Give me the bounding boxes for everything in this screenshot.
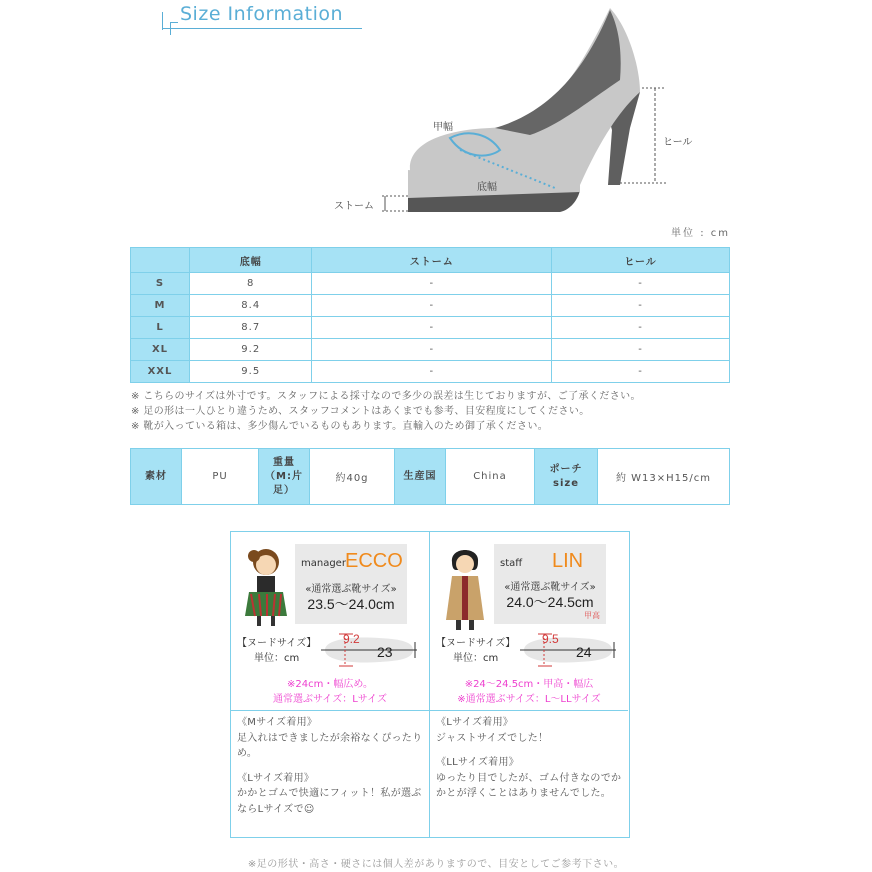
staff-column-ecco (231, 532, 430, 837)
weight-label (259, 449, 310, 505)
weight-label-line: （M:片 (265, 470, 303, 482)
nude-size-title: 【ヌードサイズ】 (436, 638, 516, 649)
unit-label: 単位 : cm (671, 228, 730, 239)
comment-body: ジャストサイズでした！ (436, 732, 549, 744)
foot-length-value: 23 (377, 644, 393, 660)
footer-note: ※足の形状・高さ・硬さには個人差がありますので、目安としてご参考下さい。 (247, 859, 625, 870)
instep-width-label: 甲幅 (433, 122, 453, 133)
nude-size-label (436, 636, 515, 666)
size-cell: XL (131, 339, 190, 361)
pouch-label-line: ポーチ (549, 463, 583, 475)
fit-note: ※24〜24.5cm・甲高・幅広 (464, 679, 594, 690)
note-line: ※ 靴が入っている箱は、多少傷んでいるものもあります。直輸入のため御了承ください。 (131, 421, 549, 432)
storm-cell: - (312, 339, 552, 361)
heel-label: ヒール (663, 137, 693, 148)
staff-avatar (440, 540, 490, 632)
storm-cell: - (312, 295, 552, 317)
staff-role: manager (301, 558, 346, 569)
heel-cell: - (552, 295, 730, 317)
foot-icon (319, 628, 419, 672)
staff-card (494, 544, 606, 624)
nude-size-unit: 単位：cm (253, 653, 300, 664)
sole-width-cell: 8.7 (190, 317, 312, 339)
foot-icon (518, 628, 618, 672)
heel-cell: - (552, 273, 730, 295)
section-title: Size Information (180, 3, 344, 25)
heel-cell: - (552, 317, 730, 339)
origin-value: China (446, 449, 535, 505)
staff-name: ECCO (345, 550, 403, 572)
nude-size-label (237, 636, 316, 666)
size-cell: M (131, 295, 190, 317)
header-cell: ヒール (552, 248, 730, 273)
comment-title: 《LLサイズ着用》 (436, 757, 520, 768)
usual-size-value: 23.5〜24.0cm (307, 596, 395, 612)
staff-comments (436, 715, 624, 811)
size-table (130, 247, 730, 383)
material-value: PU (182, 449, 259, 505)
origin-label: 生産国 (395, 449, 446, 505)
manager-avatar (241, 542, 291, 632)
weight-label-line: 足） (273, 484, 295, 496)
sole-width-label: 底幅 (477, 182, 497, 193)
size-table-header (131, 248, 730, 273)
header-cell (131, 248, 190, 273)
spec-table (130, 448, 730, 505)
storm-label: ストーム (334, 201, 374, 212)
pouch-label (535, 449, 598, 505)
table-row (131, 339, 730, 361)
heel-cell: - (552, 361, 730, 383)
table-row (131, 317, 730, 339)
material-label: 素材 (131, 449, 182, 505)
table-row (131, 361, 730, 383)
fit-note: 通常選ぶサイズ：Lサイズ (273, 694, 387, 705)
fit-note: ※通常選ぶサイズ：L〜LLサイズ (457, 694, 601, 705)
staff-name: LIN (552, 550, 584, 572)
comment-title: 《Lサイズ着用》 (436, 717, 514, 728)
staff-role: staff (500, 558, 523, 569)
size-notes (131, 389, 641, 434)
weight-label-line: 重量 (273, 456, 295, 468)
usual-size-label: «通常選ぶ靴サイズ» (504, 582, 596, 593)
header-cell: 底幅 (190, 248, 312, 273)
comment-title: 《Mサイズ着用》 (237, 717, 318, 728)
usual-size-value: 24.0〜24.5cm (506, 594, 594, 610)
storm-cell: - (312, 361, 552, 383)
size-cell: L (131, 317, 190, 339)
foot-width-value: 9.5 (542, 632, 559, 646)
staff-comments (237, 715, 425, 826)
sole-width-cell: 9.5 (190, 361, 312, 383)
sole-width-cell: 9.2 (190, 339, 312, 361)
high-instep-note: 甲高 (584, 611, 600, 620)
comment-body: 足入れはできましたが余裕なくぴったりめ。 (237, 732, 423, 759)
storm-cell: - (312, 273, 552, 295)
heel-cell: - (552, 339, 730, 361)
sole-width-cell: 8 (190, 273, 312, 295)
size-cell: XXL (131, 361, 190, 383)
usual-size-label: «通常選ぶ靴サイズ» (305, 584, 397, 595)
foot-width-value: 9.2 (343, 632, 360, 646)
table-row (131, 273, 730, 295)
staff-column-lin (430, 532, 628, 837)
column-divider (430, 710, 628, 711)
table-row (131, 295, 730, 317)
note-line: ※ こちらのサイズは外寸です。スタッフによる採寸なので多少の誤差は生じておりますが、ご了承ください。 (131, 391, 641, 402)
storm-cell: - (312, 317, 552, 339)
nude-size-unit: 単位：cm (452, 653, 499, 664)
note-line: ※ 足の形は一人ひとり違うため、スタッフコメントはあくまでも参考、目安程度にしてください。 (131, 406, 590, 417)
column-divider (231, 710, 429, 711)
pump-shoe-illustration (330, 0, 710, 220)
weight-value: 約40g (310, 449, 395, 505)
sole-width-cell: 8.4 (190, 295, 312, 317)
comment-body: ゆったり目でしたが、ゴム付きなのでかかとが浮くことはありませんでした。 (436, 772, 622, 799)
comment-body: かかとゴムで快適にフィット！私が選ぶならLサイズで☺ (237, 788, 422, 815)
comment-title: 《Lサイズ着用》 (237, 772, 315, 784)
nude-size-title: 【ヌードサイズ】 (237, 638, 317, 649)
fit-note: ※24cm・幅広め。 (287, 679, 373, 690)
header-cell: ストーム (312, 248, 552, 273)
pouch-value: 約 W13×H15/cm (598, 449, 730, 505)
pouch-label-line: size (553, 477, 579, 489)
staff-comment-box (230, 531, 630, 838)
staff-card (295, 544, 407, 624)
foot-length-value: 24 (576, 644, 592, 660)
size-cell: S (131, 273, 190, 295)
